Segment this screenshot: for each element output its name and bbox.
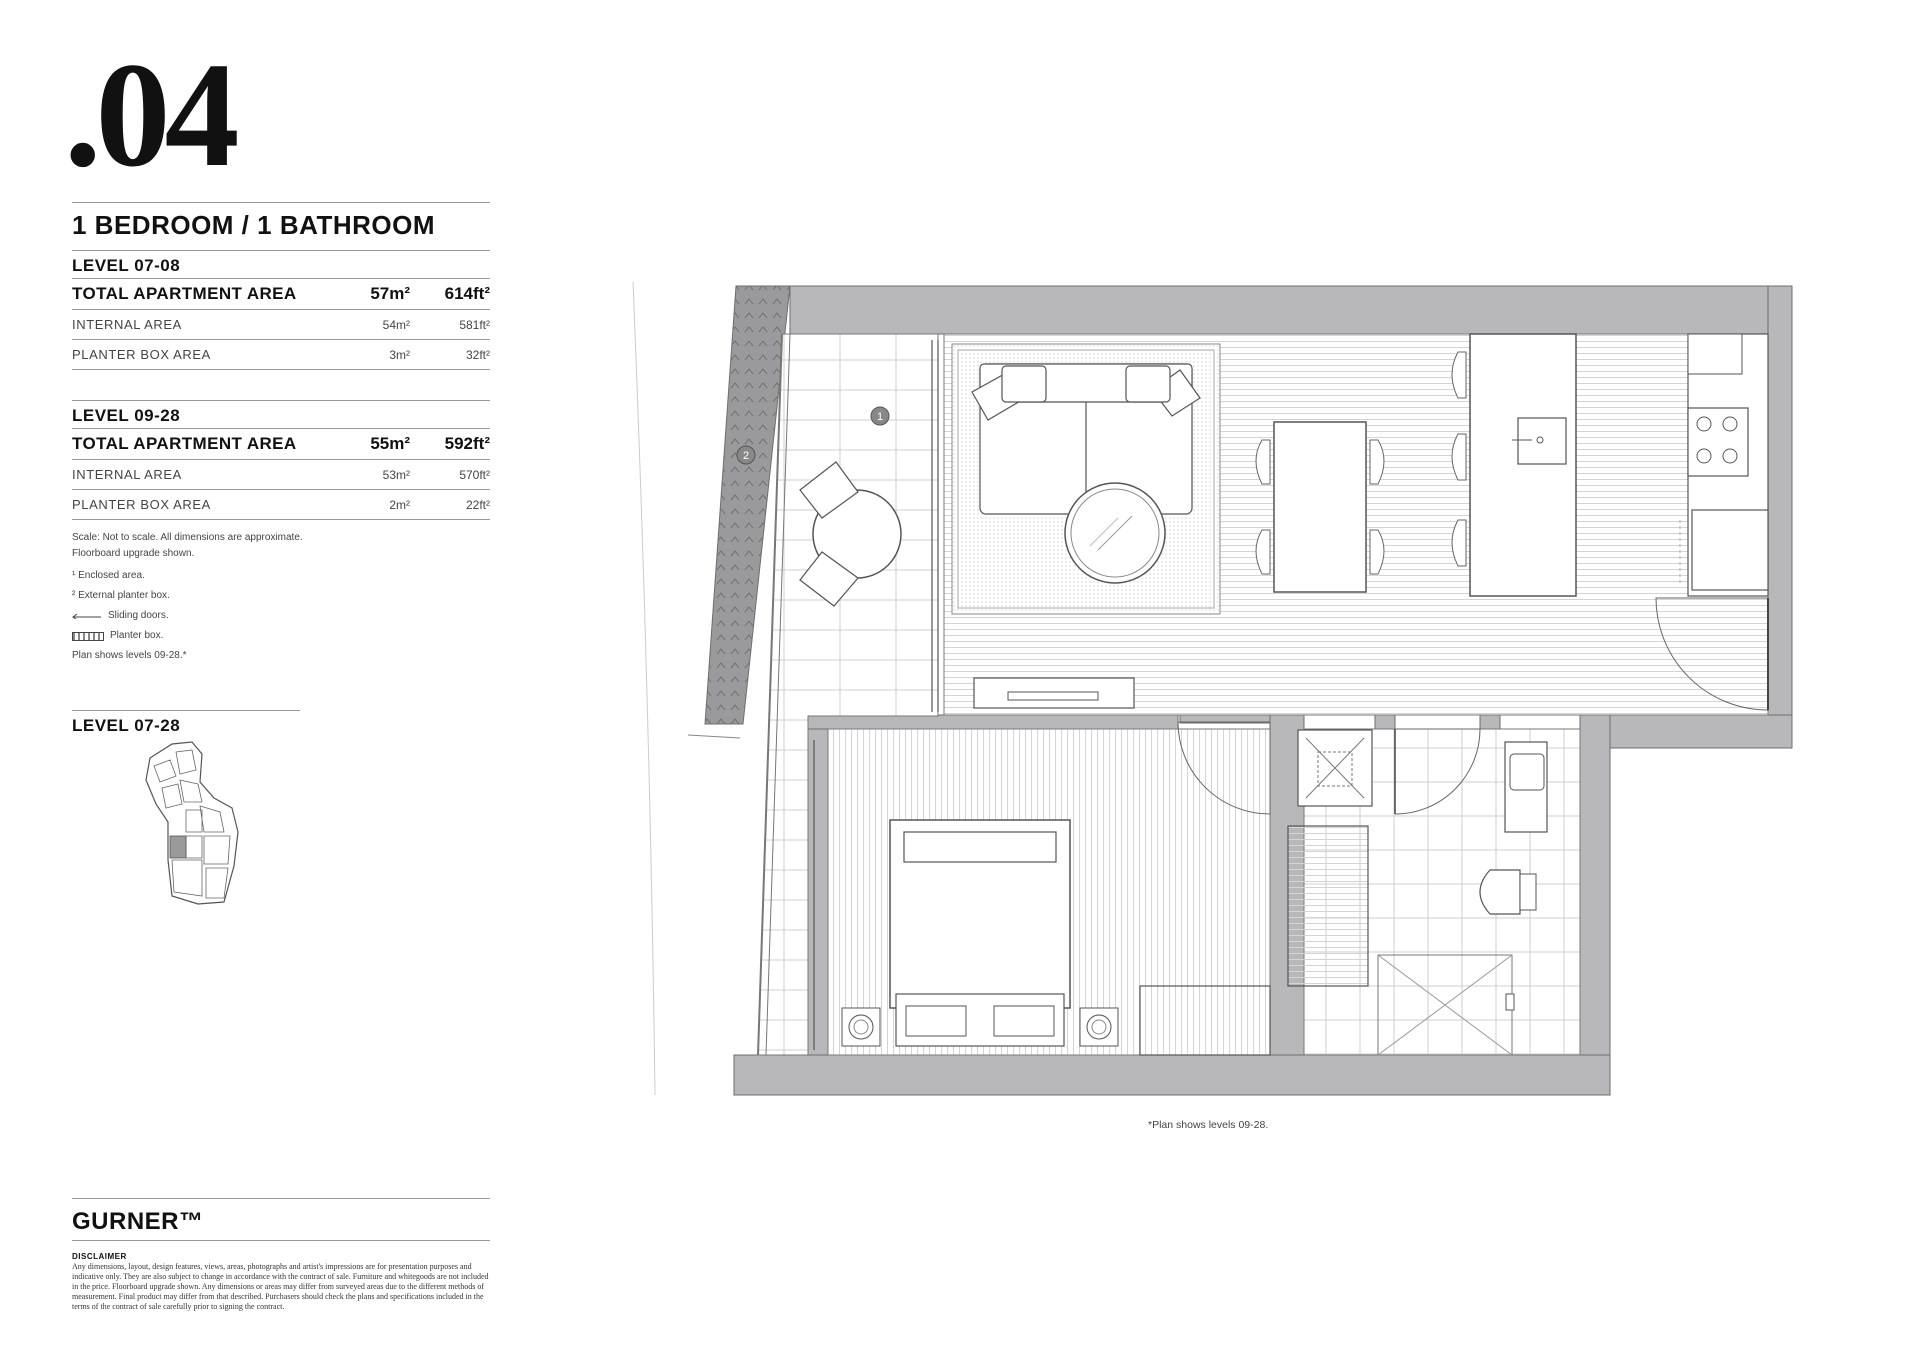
info-panel xyxy=(72,202,490,666)
note-enclosed: ¹ Enclosed area. xyxy=(72,570,145,581)
wall-stub xyxy=(1480,715,1500,729)
floor-plan xyxy=(620,270,1800,1110)
note-planter-box xyxy=(72,626,490,646)
marker-2-label: 2 xyxy=(742,450,750,462)
dining-table xyxy=(1274,422,1366,592)
apartment-type-heading: 1 BEDROOM / 1 BATHROOM xyxy=(72,210,435,240)
wall-south xyxy=(734,1055,1610,1095)
area-m2: 2m² xyxy=(389,497,410,512)
divider xyxy=(72,202,490,203)
site-boundary-line xyxy=(633,282,655,1095)
tv xyxy=(1008,692,1098,700)
area-row xyxy=(72,339,490,369)
robe-cabinet xyxy=(1288,826,1368,986)
cushion xyxy=(1126,366,1170,402)
wall-stub xyxy=(1375,715,1395,729)
wall-east-step xyxy=(1580,715,1792,748)
area-ft2: 581ft² xyxy=(459,317,490,332)
note-planter-label: Planter box. xyxy=(110,630,164,641)
note-planter-external: ² External planter box. xyxy=(72,590,170,601)
area-row xyxy=(72,489,490,519)
oven-cupboard xyxy=(1692,510,1768,590)
total-area-label: TOTAL APARTMENT AREA xyxy=(72,284,297,303)
keyplan-highlighted-unit xyxy=(170,836,186,858)
level-section-07-08 xyxy=(72,256,490,370)
wall-north xyxy=(790,286,1790,334)
area-m2: 54m² xyxy=(382,317,410,332)
drawer xyxy=(994,1006,1054,1036)
divider xyxy=(72,400,490,401)
divider xyxy=(72,519,490,520)
island-sink xyxy=(1518,418,1566,464)
keyplan-title: LEVEL 07-28 xyxy=(72,716,181,735)
area-label: PLANTER BOX AREA xyxy=(72,497,211,512)
divider xyxy=(72,710,300,711)
plan-notes xyxy=(72,530,490,666)
total-area-m2: 55m² xyxy=(370,434,410,453)
total-area-ft2: 592ft² xyxy=(444,434,490,453)
bed-headboard xyxy=(904,832,1056,862)
boundary-line xyxy=(688,735,740,738)
plan-caption: *Plan shows levels 09-28. xyxy=(1148,1119,1269,1131)
wall-bed-west xyxy=(808,715,828,1055)
keyplan-map xyxy=(140,740,250,910)
area-label: PLANTER BOX AREA xyxy=(72,347,211,362)
area-m2: 3m² xyxy=(389,347,410,362)
area-ft2: 32ft² xyxy=(465,347,490,362)
wall-east-lower xyxy=(1580,715,1610,1095)
divider xyxy=(72,250,490,251)
sliding-door-key-icon xyxy=(72,613,102,619)
wall-east xyxy=(1768,286,1792,748)
brand-logo: GURNER™ xyxy=(72,1208,204,1235)
area-row xyxy=(72,459,490,489)
area-label: INTERNAL AREA xyxy=(72,317,182,332)
note-sliding-label: Sliding doors. xyxy=(108,610,169,621)
level-title: LEVEL 09-28 xyxy=(72,406,181,425)
building-outline xyxy=(146,742,238,904)
marker-1-label: 1 xyxy=(876,411,884,423)
marker-planter xyxy=(737,446,755,464)
basin xyxy=(1510,754,1544,790)
note-levels: Plan shows levels 09-28.* xyxy=(72,650,187,661)
note-floorboard: Floorboard upgrade shown. xyxy=(72,548,195,559)
unit-number: .04 xyxy=(64,32,234,198)
area-ft2: 22ft² xyxy=(465,497,490,512)
wardrobe xyxy=(1140,986,1270,1055)
level-section-09-28 xyxy=(72,406,490,520)
divider xyxy=(72,1240,490,1241)
total-area-row xyxy=(72,278,490,309)
shower-tap xyxy=(1506,994,1514,1010)
area-m2: 53m² xyxy=(382,467,410,482)
area-label: INTERNAL AREA xyxy=(72,467,182,482)
note-scale: Scale: Not to scale. All dimensions are approximate. xyxy=(72,532,303,543)
total-area-ft2: 614ft² xyxy=(444,284,490,303)
toilet xyxy=(1480,870,1520,914)
drawer xyxy=(906,1006,966,1036)
kitchen-island xyxy=(1470,334,1576,596)
disclaimer-text: Any dimensions, layout, design features, views, areas, photographs and artist's impressions are for presentation purposes and indicative only. They are also subject to change in accordance with the contract of sale. Furniture and whitegoods are not included in the price. Floorboard upgrade shown. Any dimensions or areas may differ from surveyed areas due to the different methods of measurement. Final product may differ from that described. Purchasers should check the plans and specifications included in the terms of the contract of sale carefully prior to signing the contract. xyxy=(72,1262,489,1311)
planter-key-icon xyxy=(72,632,104,641)
island-stools xyxy=(1452,352,1466,566)
note-sliding-doors xyxy=(72,606,490,626)
fridge xyxy=(1688,334,1742,374)
cushion xyxy=(1002,366,1046,402)
total-area-label: TOTAL APARTMENT AREA xyxy=(72,434,297,453)
marker-enclosed xyxy=(871,407,889,425)
disclaimer-title: DISCLAIMER xyxy=(72,1252,127,1261)
total-area-m2: 57m² xyxy=(370,284,410,303)
level-title: LEVEL 07-08 xyxy=(72,256,181,275)
divider xyxy=(72,369,490,370)
area-ft2: 570ft² xyxy=(459,467,490,482)
total-area-row xyxy=(72,428,490,459)
cooktop xyxy=(1688,408,1748,476)
wall-mid xyxy=(808,715,1178,729)
divider xyxy=(72,1198,490,1199)
area-row xyxy=(72,309,490,339)
